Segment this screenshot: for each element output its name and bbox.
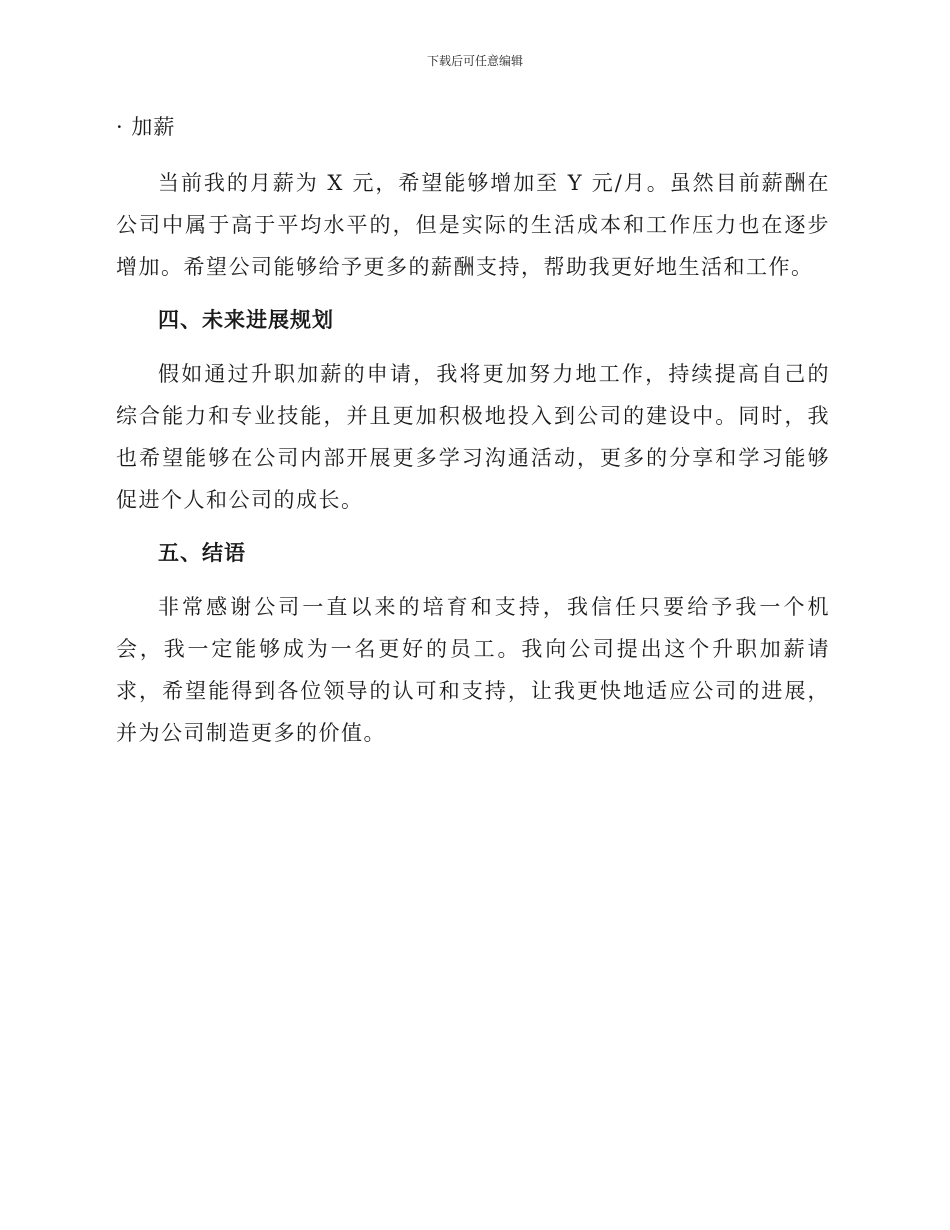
header-note: 下载后可任意编辑 xyxy=(426,54,523,68)
section-heading-conclusion: 五、结语 xyxy=(158,540,246,565)
conclusion-paragraph: 非常感谢公司一直以来的培育和支持，我信任只要给予我一个机会，我一定能够成为一名更好的员工。我向公司提出这个升职加薪请求，希望能得到各位领导的认可和支持，让我更快地适应公司的进展，并为公司制造更多的价值。 xyxy=(116,595,830,745)
section-heading-future-plan: 四、未来进展规划 xyxy=(158,307,334,332)
salary-paragraph: 当前我的月薪为 X 元，希望能够增加至 Y 元/月。虽然目前薪酬在公司中属于高于平均水平的，但是实际的生活成本和工作压力也在逐步增加。希望公司能够给予更多的薪酬支持，帮助我更好地生活和工作。 xyxy=(116,171,830,279)
future-plan-paragraph: 假如通过升职加薪的申请，我将更加努力地工作，持续提高自己的综合能力和专业技能，并且更加积极地投入到公司的建设中。同时，我也希望能够在公司内部开展更多学习沟通活动，更多的分享和学习能够促进个人和公司的成长。 xyxy=(116,362,830,512)
salary-heading: · 加薪 xyxy=(116,115,176,139)
document-body xyxy=(116,112,830,754)
